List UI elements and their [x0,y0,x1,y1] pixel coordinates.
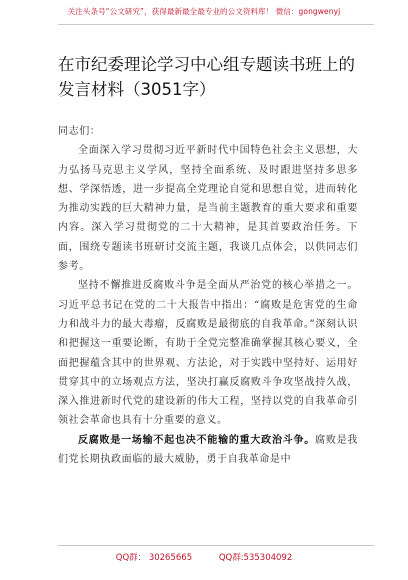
paragraph-3 [58,431,358,470]
paragraph-3-text: 腐败是我们党长期执政面临的最大威胁，勇于自我革命是中 [58,434,359,466]
header-banner: 关注头条号“公文研究”，获得最新最全最专业的公文资料库！ 微信：gongwenyj [67,7,341,16]
footer-qq-group-1: QQ群： 30265665 [115,553,193,563]
paragraph-1: 全面深入学习贯彻习近平新时代中国特色社会主义思想，大力弘扬马克思主义学风，坚持全面系统、及时跟进坚持多思多想、学深悟透，进一步提高全党理论自觉和思想自觉，进而转化为推动实践的巨大精神力量，是当前主题教育的重大要求和重要内容。深入学习贯彻党的二十大精神，是其首要政治任务。下面，围绕专题读书班研讨交流主题，我谈几点体会，以供同志们参考。 [58,145,358,273]
footer-divider [58,545,374,546]
greeting: 同志们： [58,126,101,137]
footer-qq-group-2: QQ群:535304092 [218,553,293,563]
footer [0,551,408,563]
paragraph-3-heading: 反腐败是一场输不起也决不能输的重大政治斗争。 [78,434,316,446]
document-body [58,122,358,469]
document-title: 在市纪委理论学习中心组专题读书班上的发言材料（3051字） [58,55,355,99]
header-divider [58,24,374,25]
paragraph-2: 坚持不懈推进反腐败斗争是全面从严治党的核心举措之一。习近平总书记在党的二十大报告中指出：“腐败是危害党的生命力和战斗力的最大毒瘤，反腐败是最彻底的自我革命。”深刻认识和把握这一重要论断，有助于全党完整准确掌握其核心要义，全面把握蕴含其中的世界观、方法论，对于实践中坚持好、运用好贯穿其中的立场观点方法，坚决打赢反腐败斗争攻坚战持久战，深入推进新时代党的建设新的伟大工程，坚持以党的自我革命引领社会革命也具有十分重要的意义。 [58,280,358,427]
